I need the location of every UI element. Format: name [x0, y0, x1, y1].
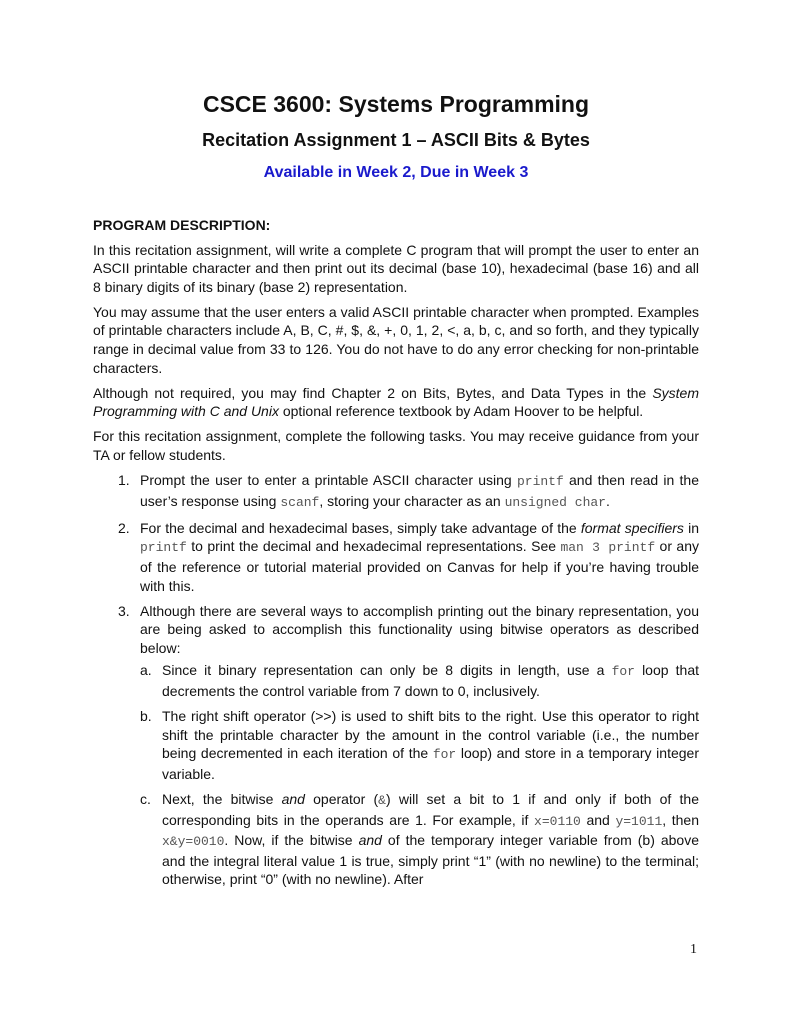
- code-span: scanf: [280, 494, 320, 510]
- list-marker: a.: [140, 662, 152, 679]
- subtask-item: [140, 661, 699, 700]
- list-marker: 2.: [118, 519, 130, 536]
- list-marker: 1.: [118, 472, 130, 489]
- task-item: [93, 519, 699, 595]
- code-span: printf: [516, 474, 564, 490]
- subtask-list: [140, 661, 699, 889]
- list-marker: b.: [140, 708, 152, 725]
- text-span: optional reference textbook by Adam Hoover to be helpful.: [278, 403, 644, 420]
- code-span: &: [378, 793, 386, 809]
- text-span: to print the decimal and hexadecimal representations. See: [186, 538, 561, 555]
- text-span: Next, the bitwise: [162, 791, 282, 808]
- section-heading: PROGRAM DESCRIPTION:: [93, 217, 271, 233]
- text-span: The right shift operator (>>) is used to shift bits to the right. Use this operator to right shift the printable character by the amount in the control variable (i.e., the number being decremented in each iteration of the: [162, 708, 699, 762]
- italic-span: and: [281, 791, 305, 808]
- text-span: Although there are several ways to accomplish printing out the binary representation, you are being asked to accomplish this functionality using bitwise operators as described below:: [140, 602, 699, 656]
- paragraph-assumptions: You may assume that the user enters a valid ASCII printable character when prompted. Examples of printable characters include A, B, C, #, $, &, +, 0, 1, 2, <, a, b, c, and so forth, and they typically range in decimal value from 33 to 126. You do not have to do any error checking for non-printable characters.: [93, 303, 699, 376]
- code-span: printf: [140, 540, 187, 556]
- availability-note: Available in Week 2, Due in Week 3: [263, 164, 529, 181]
- text-span: and: [580, 811, 616, 828]
- code-span: unsigned char: [504, 494, 606, 510]
- italic-span: and: [358, 832, 382, 849]
- paragraph-intro: In this recitation assignment, will write a complete C program that will prompt the user to enter an ASCII printable character and then print out its decimal (base 10), hexadecimal (base 16) and all 8 binary digits of its binary (base 2) representation.: [93, 241, 699, 295]
- page-number: 1: [690, 942, 697, 957]
- text-span: Prompt the user to enter a printable ASCII character using: [140, 472, 517, 489]
- text-span: Although not required, you may find Chapter 2 on Bits, Bytes, and Data Types in the: [93, 384, 653, 401]
- text-span: loop that decrements the control variable from 7 down to 0, inclusively.: [162, 662, 699, 700]
- code-span: for: [611, 664, 635, 680]
- paragraph-reference: [93, 384, 699, 421]
- list-marker: c.: [140, 791, 151, 808]
- task-item: [93, 471, 699, 512]
- code-span: for: [432, 747, 457, 763]
- text-span: in: [683, 519, 699, 536]
- book-title: System Programming with C and Unix: [93, 384, 699, 420]
- text-span: . Now, if the bitwise: [224, 832, 359, 849]
- code-span: y=1011: [615, 813, 663, 829]
- text-span: .: [605, 492, 610, 509]
- text-span: ) will set a bit to 1 if and only if both of the corresponding bits in the operands are 1. For example, if: [162, 791, 699, 828]
- subtask-item: [140, 790, 699, 889]
- code-span: man 3 printf: [560, 540, 656, 556]
- text-span: , storing your character as an: [319, 492, 505, 509]
- text-span: operator (: [304, 791, 379, 808]
- subtask-item: [140, 707, 699, 783]
- task-item: [93, 602, 699, 889]
- text-span: Since it binary representation can only be 8 digits in length, use a: [162, 662, 612, 679]
- list-marker: 3.: [118, 602, 130, 619]
- document-subtitle: Recitation Assignment 1 – ASCII Bits & Bytes: [202, 130, 590, 150]
- document-title: CSCE 3600: Systems Programming: [202, 91, 590, 117]
- text-span: loop) and store in a temporary integer variable.: [162, 745, 699, 782]
- text-span: or any of the reference or tutorial material provided on Canvas for help if you’re having trouble with this.: [140, 538, 699, 594]
- text-span: , then: [662, 811, 699, 828]
- italic-span: format specifiers: [580, 519, 684, 536]
- task-list: [93, 471, 699, 889]
- code-span: x=0110: [534, 813, 581, 829]
- code-span: x&y=0010: [162, 834, 225, 850]
- paragraph-tasks: For this recitation assignment, complete the following tasks. You may receive guidance from your TA or fellow students.: [93, 428, 699, 464]
- text-span: of the temporary integer variable from (b) above and the integral literal value 1 is true, simply print “1” (with no newline) to the terminal; otherwise, print “0” (with no newline). After: [162, 832, 699, 888]
- text-span: and then read in the user’s response using: [140, 472, 699, 509]
- text-span: For the decimal and hexadecimal bases, simply take advantage of the: [140, 519, 581, 536]
- document-body: [93, 216, 699, 896]
